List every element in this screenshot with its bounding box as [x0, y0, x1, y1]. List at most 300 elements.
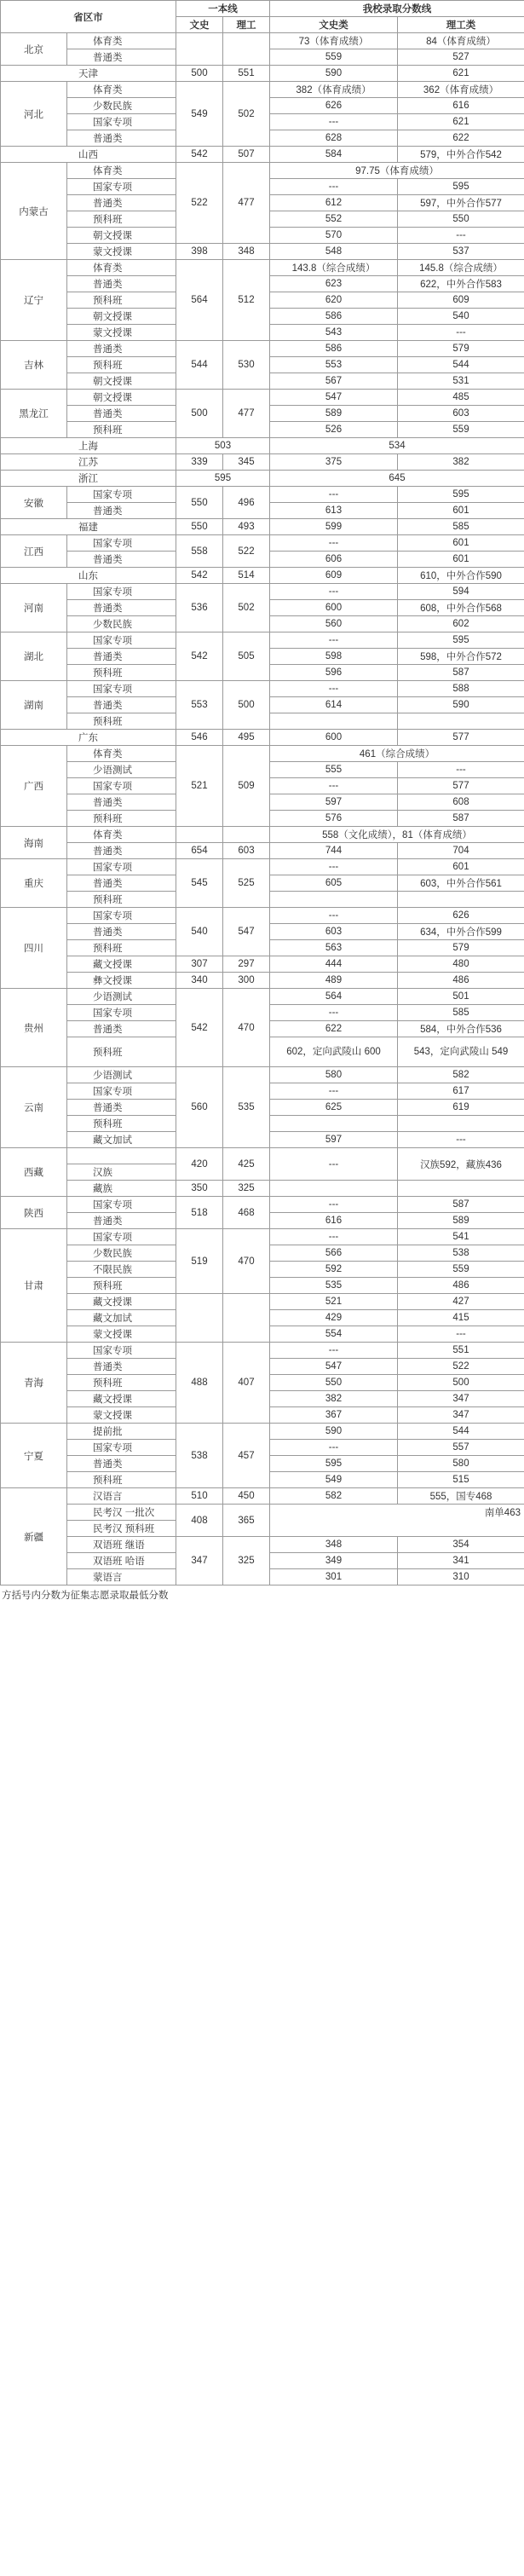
table-cell: [223, 33, 270, 66]
table-row: [1, 1505, 524, 1521]
table-cell: 587: [398, 1197, 524, 1213]
table-cell: ---: [270, 1197, 398, 1213]
table-cell: 少语测试: [67, 762, 176, 778]
table-cell: ---: [270, 1005, 398, 1021]
table-cell: 382: [398, 454, 524, 471]
table-cell: 587: [398, 811, 524, 827]
table-cell: 408: [176, 1505, 223, 1537]
table-cell: 555: [270, 762, 398, 778]
table-cell: 525: [223, 859, 270, 908]
table-cell: 北京: [1, 33, 67, 66]
table-row: [1, 471, 524, 487]
table-cell: 体育类: [67, 260, 176, 276]
table-row: [1, 1148, 524, 1164]
table-cell: 590: [270, 66, 398, 82]
table-row: [1, 163, 524, 179]
table-cell: 587: [398, 665, 524, 681]
table-cell: 601: [398, 535, 524, 552]
table-cell: 597: [270, 1132, 398, 1148]
table-cell: 382（体育成绩）: [270, 82, 398, 98]
table-cell: 少语测试: [67, 989, 176, 1005]
table-cell: ---: [270, 1229, 398, 1245]
table-cell: 457: [223, 1424, 270, 1488]
table-cell: 少数民族: [67, 616, 176, 632]
table-cell: 548: [270, 244, 398, 260]
table-cell: 549: [176, 82, 223, 147]
table-row: [1, 147, 524, 163]
table-row: [1, 1488, 524, 1505]
table-cell: ---: [270, 778, 398, 794]
table-cell: 体育类: [67, 746, 176, 762]
table-cell: 521: [270, 1294, 398, 1310]
table-row: [1, 535, 524, 552]
table-cell: 普通类: [67, 794, 176, 811]
table-cell: 603: [398, 406, 524, 422]
table-cell: 558（文化成绩），81（体育成绩）: [270, 827, 524, 843]
table-cell: 普通类: [67, 195, 176, 211]
table-cell: 628: [270, 130, 398, 147]
table-cell: 601: [398, 503, 524, 519]
table-cell: 325: [223, 1537, 270, 1585]
table-cell: 藏文加试: [67, 1132, 176, 1148]
table-cell: 汉族: [67, 1164, 176, 1181]
table-row: [1, 260, 524, 276]
table-cell: 国家专项: [67, 1083, 176, 1100]
table-cell: 预科班: [67, 1278, 176, 1294]
table-cell: 589: [398, 1213, 524, 1229]
table-row: [1, 66, 524, 82]
table-cell: 577: [398, 730, 524, 746]
table-cell: 天津: [1, 66, 176, 82]
table-cell: 535: [270, 1278, 398, 1294]
table-row: [1, 1424, 524, 1440]
header-province: 省区市: [1, 1, 176, 33]
table-cell: 354: [398, 1537, 524, 1553]
table-cell: [223, 827, 270, 843]
table-cell: 534: [270, 438, 524, 454]
table-cell: 朝文授课: [67, 309, 176, 325]
table-cell: ---: [270, 535, 398, 552]
table-cell: 蒙文授课: [67, 1407, 176, 1424]
table-row: [1, 632, 524, 649]
table-cell: 重庆: [1, 859, 67, 908]
table-cell: 湖南: [1, 681, 67, 730]
table-cell: [398, 1116, 524, 1132]
table-cell: 西藏: [1, 1148, 67, 1197]
table-cell: [176, 33, 223, 66]
table-cell: 586: [270, 341, 398, 357]
table-cell: 485: [398, 390, 524, 406]
table-cell: 542: [176, 147, 223, 163]
header-like: 理工: [223, 17, 270, 33]
table-cell: 536: [176, 584, 223, 632]
table-cell: 531: [398, 373, 524, 390]
table-cell: 宁夏: [1, 1424, 67, 1488]
table-cell: 654: [176, 843, 223, 859]
table-cell: 347: [398, 1407, 524, 1424]
table-cell: 普通类: [67, 406, 176, 422]
table-cell: 500: [223, 681, 270, 730]
table-cell: 国家专项: [67, 535, 176, 552]
table-cell: 522: [223, 535, 270, 568]
table-cell: [270, 1116, 398, 1132]
table-cell: 预科班: [67, 713, 176, 730]
table-cell: 470: [223, 989, 270, 1067]
table-cell: 不限民族: [67, 1262, 176, 1278]
table-cell: 蒙语言: [67, 1569, 176, 1585]
table-cell: 339: [176, 454, 223, 471]
table-cell: 山东: [1, 568, 176, 584]
table-cell: 608: [398, 794, 524, 811]
table-cell: 495: [223, 730, 270, 746]
table-cell: 598，中外合作572: [398, 649, 524, 665]
table-cell: ---: [270, 487, 398, 503]
table-cell-note: 南单463: [484, 1508, 521, 1518]
table-cell: 体育类: [67, 82, 176, 98]
table-cell: 589: [270, 406, 398, 422]
table-cell: 547: [270, 1359, 398, 1375]
table-cell: 普通类: [67, 697, 176, 713]
table-cell: 550: [270, 1375, 398, 1391]
table-cell: ---: [270, 1343, 398, 1359]
table-cell: 553: [270, 357, 398, 373]
table-cell: 503: [176, 438, 270, 454]
table-cell: 国家专项: [67, 1440, 176, 1456]
table-cell: 黑龙江: [1, 390, 67, 438]
table-cell: 612: [270, 195, 398, 211]
table-cell: 564: [270, 989, 398, 1005]
table-cell: 江苏: [1, 454, 176, 471]
table-cell: 602: [398, 616, 524, 632]
table-row: [1, 487, 524, 503]
table-row: [1, 908, 524, 924]
table-cell: 616: [398, 98, 524, 114]
table-row: [1, 827, 524, 843]
table-cell: 预科班: [67, 357, 176, 373]
table-cell: 预科班: [67, 1472, 176, 1488]
table-cell: 73（体育成绩）: [270, 33, 398, 49]
table-cell: 502: [223, 584, 270, 632]
table-cell: 522: [176, 163, 223, 244]
table-row: [1, 956, 524, 973]
table-cell: 300: [223, 973, 270, 989]
table-header: [1, 1, 524, 33]
table-cell: 预科班: [67, 1037, 176, 1067]
table-cell: 山西: [1, 147, 176, 163]
table-cell: 普通类: [67, 1359, 176, 1375]
table-cell: 600: [270, 730, 398, 746]
table-cell: ---: [398, 325, 524, 341]
table-cell: 744: [270, 843, 398, 859]
table-cell: 507: [223, 147, 270, 163]
table-row: [1, 82, 524, 98]
table-cell: 体育类: [67, 163, 176, 179]
table-cell: 420: [176, 1148, 223, 1181]
table-cell: 502: [223, 82, 270, 147]
table-cell: 608，中外合作568: [398, 600, 524, 616]
table-cell: ---: [270, 1083, 398, 1100]
table-cell: 国家专项: [67, 778, 176, 794]
table-cell: 626: [270, 98, 398, 114]
table-cell: 541: [398, 1229, 524, 1245]
table-cell: 555，国专468: [398, 1488, 524, 1505]
table-cell: 610，中外合作590: [398, 568, 524, 584]
table-cell: 预科班: [67, 1375, 176, 1391]
table-cell: 福建: [1, 519, 176, 535]
table-cell: ---: [270, 908, 398, 924]
table-cell: 537: [398, 244, 524, 260]
table-cell: 609: [270, 568, 398, 584]
table-cell: 552: [270, 211, 398, 228]
table-cell: 国家专项: [67, 1229, 176, 1245]
table-cell: 559: [270, 49, 398, 66]
table-cell: 609: [398, 292, 524, 309]
table-cell: 486: [398, 973, 524, 989]
footnote: 方括号内分数为征集志愿录取最低分数: [2, 1591, 169, 1601]
table-cell: 350: [176, 1181, 223, 1197]
table-row: [1, 341, 524, 357]
table-cell: 594: [398, 584, 524, 600]
table-cell: 143.8（综合成绩）: [270, 260, 398, 276]
table-cell: 国家专项: [67, 1005, 176, 1021]
table-row: [1, 1067, 524, 1083]
table-cell: 619: [398, 1100, 524, 1116]
table-cell: 486: [398, 1278, 524, 1294]
table-row: [1, 746, 524, 762]
table-cell: 545: [176, 859, 223, 908]
table-cell: 623: [270, 276, 398, 292]
table-cell: 601: [398, 859, 524, 875]
table-cell: 582: [398, 1067, 524, 1083]
table-cell: ---: [270, 179, 398, 195]
table-cell: 603，中外合作561: [398, 875, 524, 892]
table-cell: 622，中外合作583: [398, 276, 524, 292]
table-cell: 586: [270, 309, 398, 325]
table-body: [1, 33, 524, 1585]
table-cell: 560: [176, 1067, 223, 1148]
table-cell: 444: [270, 956, 398, 973]
table-cell: 588: [398, 681, 524, 697]
table-cell: 509: [223, 746, 270, 827]
table-cell: 国家专项: [67, 487, 176, 503]
table-cell: 560: [270, 616, 398, 632]
table-cell: 521: [176, 746, 223, 827]
table-cell: ---: [270, 859, 398, 875]
table-cell: 预科班: [67, 422, 176, 438]
table-cell: 301: [270, 1569, 398, 1585]
table-cell: 564: [176, 260, 223, 341]
table-cell: 550: [398, 211, 524, 228]
table-cell: 广西: [1, 746, 67, 827]
table-cell: 藏族: [67, 1181, 176, 1197]
table-cell: 597，中外合作577: [398, 195, 524, 211]
table-cell: 145.8（综合成绩）: [398, 260, 524, 276]
table-cell: 340: [176, 973, 223, 989]
table-cell: 普通类: [67, 49, 176, 66]
table-cell: 595: [176, 471, 270, 487]
table-cell: 青海: [1, 1343, 67, 1424]
table-cell: 616: [270, 1213, 398, 1229]
table-cell: ---: [270, 114, 398, 130]
table-cell: 614: [270, 697, 398, 713]
table-cell: 597: [270, 794, 398, 811]
table-cell: 普通类: [67, 341, 176, 357]
table-cell: 307: [176, 956, 223, 973]
table-cell: 97.75（体育成绩）: [270, 163, 524, 179]
table-cell: 515: [398, 1472, 524, 1488]
table-cell: 蒙文授课: [67, 1326, 176, 1343]
table-cell: 570: [270, 228, 398, 244]
table-cell: 江西: [1, 535, 67, 568]
table-cell: 普通类: [67, 924, 176, 940]
table-row: [1, 584, 524, 600]
table-cell: 藏文加试: [67, 1310, 176, 1326]
table-row: [1, 244, 524, 260]
table-cell: 浙江: [1, 471, 176, 487]
table-cell: 普通类: [67, 130, 176, 147]
table-cell: [176, 827, 223, 843]
table-cell: 595: [398, 179, 524, 195]
table-cell: 559: [398, 422, 524, 438]
table-cell: 普通类: [67, 503, 176, 519]
table-cell: 少数民族: [67, 1245, 176, 1262]
table-cell: 海南: [1, 827, 67, 859]
table-cell: 预科班: [67, 811, 176, 827]
table-cell: [223, 1294, 270, 1343]
table-cell: 河北: [1, 82, 67, 147]
table-cell: 600: [270, 600, 398, 616]
table-cell: 朝文授课: [67, 373, 176, 390]
table-cell: 普通类: [67, 649, 176, 665]
table-cell: 普通类: [67, 276, 176, 292]
table-cell: 500: [176, 390, 223, 438]
table-cell: 预科班: [67, 665, 176, 681]
table-cell: 汉语言: [67, 1488, 176, 1505]
table-cell: 622: [270, 1021, 398, 1037]
table-cell: 84（体育成绩）: [398, 33, 524, 49]
table-cell: 少语测试: [67, 1067, 176, 1083]
table-cell: 内蒙古: [1, 163, 67, 260]
table-cell: 预科班: [67, 892, 176, 908]
table-row: [1, 1197, 524, 1213]
table-cell: 617: [398, 1083, 524, 1100]
table-cell: [398, 713, 524, 730]
table-cell: ---: [270, 584, 398, 600]
table-cell: 普通类: [67, 1021, 176, 1037]
table-row: [1, 730, 524, 746]
table-cell: 489: [270, 973, 398, 989]
table-cell: 427: [398, 1294, 524, 1310]
table-row: [1, 1229, 524, 1245]
table-cell: 四川: [1, 908, 67, 989]
table-cell: 584，中外合作536: [398, 1021, 524, 1037]
table-cell: 496: [223, 487, 270, 519]
table-cell: 595: [398, 487, 524, 503]
table-cell: 349: [270, 1553, 398, 1569]
table-cell: 藏文授课: [67, 1294, 176, 1310]
table-cell: 566: [270, 1245, 398, 1262]
table-cell: 518: [176, 1197, 223, 1229]
table-row: [1, 1343, 524, 1359]
table-cell: 普通类: [67, 843, 176, 859]
table-cell: 505: [223, 632, 270, 681]
table-cell: 519: [176, 1229, 223, 1294]
table-cell: 国家专项: [67, 859, 176, 875]
table-cell: ---: [398, 228, 524, 244]
table-cell: 543: [270, 325, 398, 341]
table-cell: 少数民族: [67, 98, 176, 114]
table-cell: 645: [270, 471, 524, 487]
table-cell: 普通类: [67, 1100, 176, 1116]
table-cell: 621: [398, 66, 524, 82]
table-cell: 577: [398, 778, 524, 794]
table-row: [1, 438, 524, 454]
table-cell: 朝文授课: [67, 228, 176, 244]
table-cell: 584: [270, 147, 398, 163]
table-cell: 595: [270, 1456, 398, 1472]
table-cell: 613: [270, 503, 398, 519]
table-cell: 广东: [1, 730, 176, 746]
table-cell: 477: [223, 390, 270, 438]
header-tier1: 一本线: [176, 1, 270, 17]
table-cell: 398: [176, 244, 223, 260]
table-row: [1, 1537, 524, 1553]
table-cell: 407: [223, 1343, 270, 1424]
table-cell: 297: [223, 956, 270, 973]
table-cell: 347: [398, 1391, 524, 1407]
table-cell: 596: [270, 665, 398, 681]
table-cell: 514: [223, 568, 270, 584]
table-cell: 国家专项: [67, 908, 176, 924]
table-cell: 345: [223, 454, 270, 471]
table-cell: 580: [398, 1456, 524, 1472]
table-cell: 预科班: [67, 940, 176, 956]
table-cell: 512: [223, 260, 270, 341]
table-cell: 国家专项: [67, 114, 176, 130]
table-cell: 576: [270, 811, 398, 827]
table-cell: 体育类: [67, 33, 176, 49]
table-row: [1, 519, 524, 535]
header-like-cls: 理工类: [398, 17, 524, 33]
table-cell: [270, 1181, 398, 1197]
table-cell: 590: [270, 1424, 398, 1440]
table-cell: ---: [398, 1326, 524, 1343]
table-cell: 549: [270, 1472, 398, 1488]
table-cell: 601: [398, 552, 524, 568]
table-cell: [270, 1505, 524, 1537]
table-cell: 547: [270, 390, 398, 406]
table-cell: 普通类: [67, 552, 176, 568]
table-cell: 554: [270, 1326, 398, 1343]
table-cell: 477: [223, 163, 270, 244]
table-cell: 551: [398, 1343, 524, 1359]
table-cell: ---: [270, 632, 398, 649]
table-cell: 540: [176, 908, 223, 956]
table-cell: 535: [223, 1067, 270, 1148]
table-cell: [398, 892, 524, 908]
table-cell: 510: [176, 1488, 223, 1505]
table-cell: 500: [398, 1375, 524, 1391]
table-cell: 579: [398, 940, 524, 956]
table-row: [1, 390, 524, 406]
table-cell: 450: [223, 1488, 270, 1505]
table-cell: 蒙文授课: [67, 244, 176, 260]
table-cell: 425: [223, 1148, 270, 1181]
table-cell: 367: [270, 1407, 398, 1424]
table-cell: 365: [223, 1505, 270, 1537]
header-row: [1, 1, 524, 17]
table-cell: 582: [270, 1488, 398, 1505]
